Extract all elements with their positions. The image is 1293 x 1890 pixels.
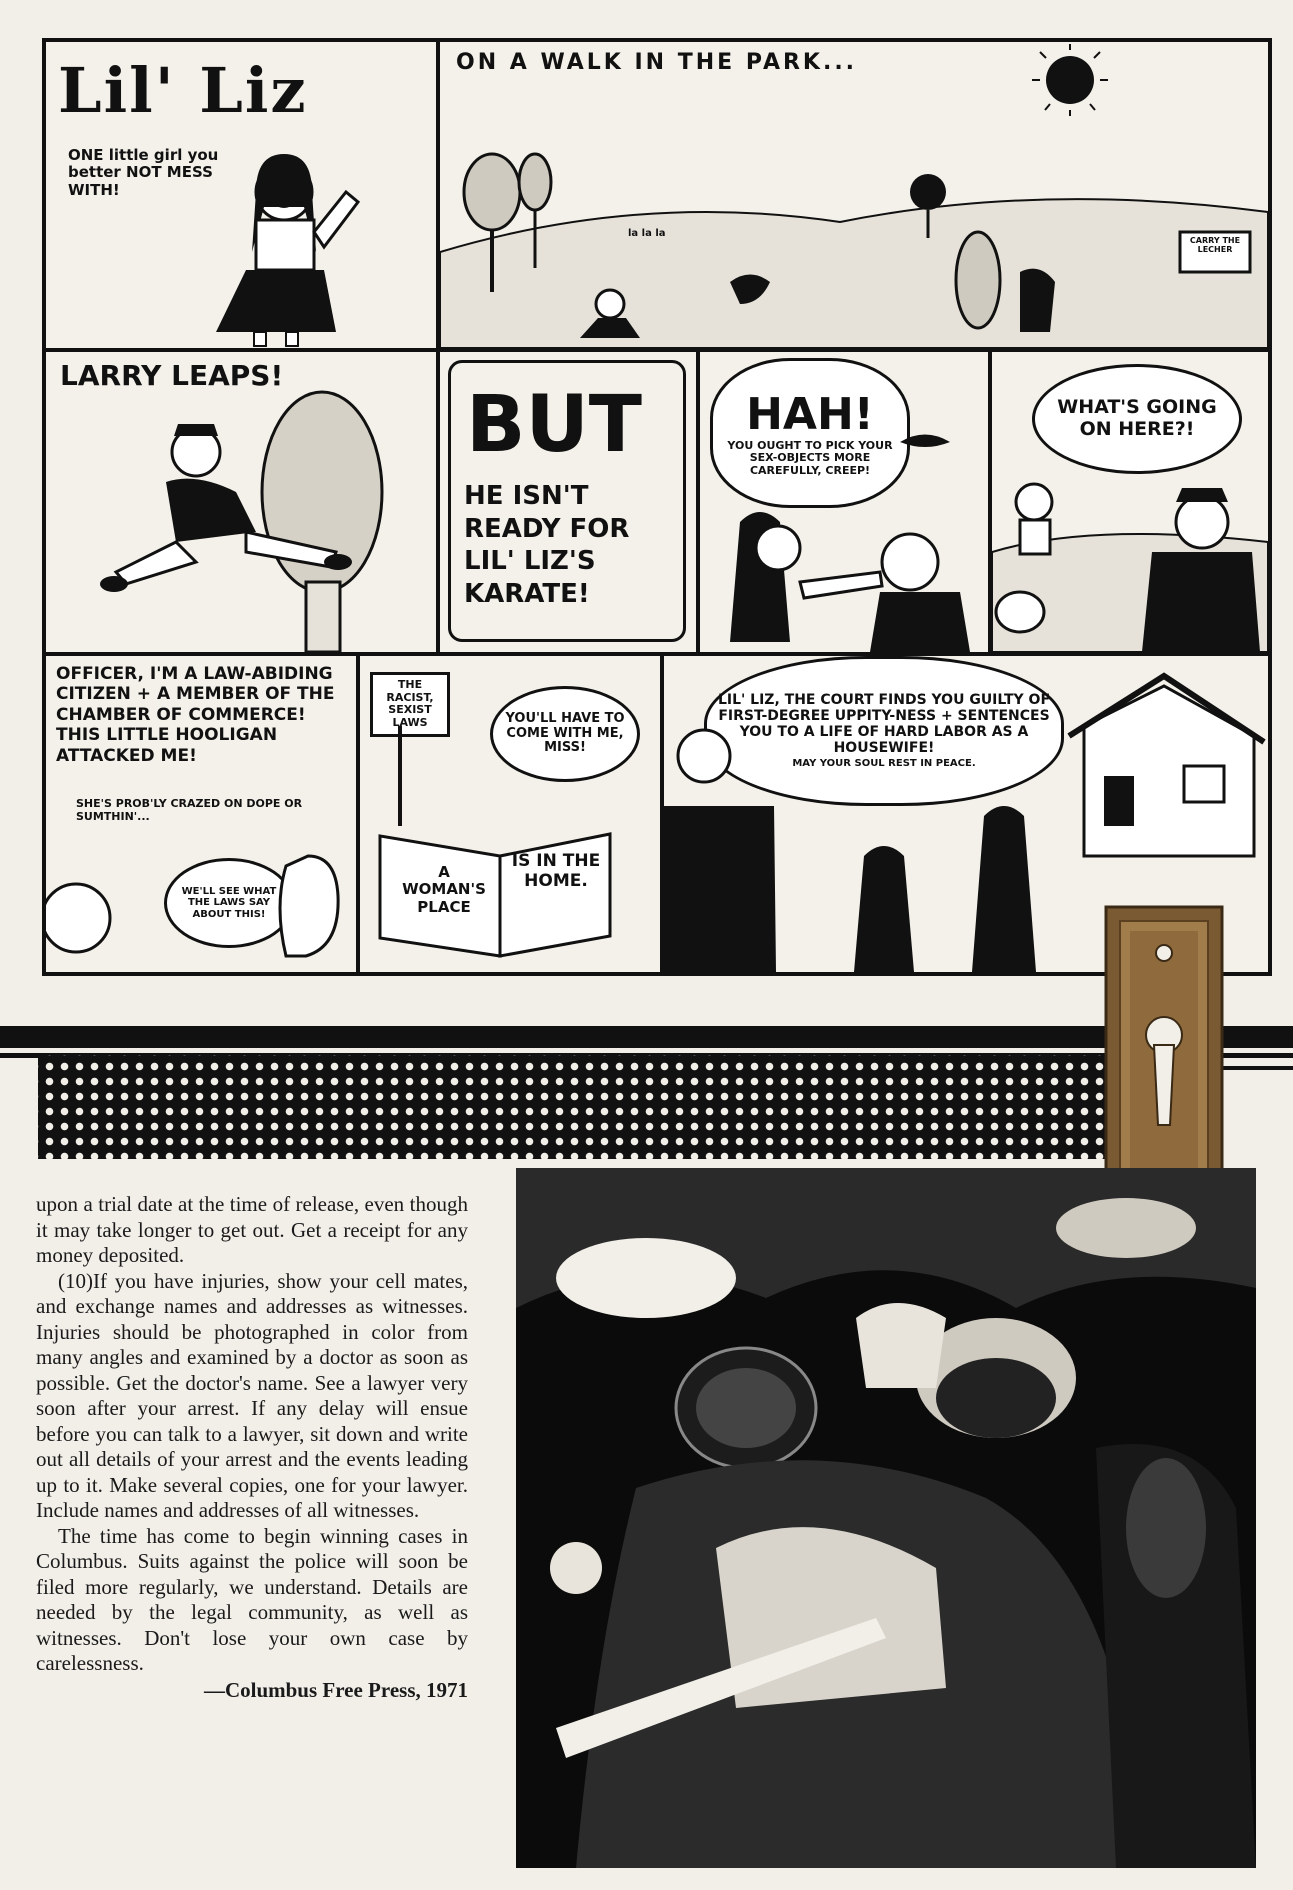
panel1-text: ONE little girl you better NOT MESS WITH! xyxy=(68,146,219,199)
panel3-caption: LARRY LEAPS! xyxy=(60,359,284,392)
officer-illustration xyxy=(46,656,356,972)
panel4-big: BUT xyxy=(466,380,642,470)
hah-subtext: YOU OUGHT TO PICK YOUR SEX-OBJECTS MORE CAREFULLY, CREEP! xyxy=(727,438,893,477)
panel2-sign: CARRY THE LECHER xyxy=(1189,236,1241,255)
comic-panel-officer xyxy=(46,656,356,972)
karate-illustration xyxy=(700,352,988,652)
comic-panel-but xyxy=(440,352,696,652)
article-paragraph-1: upon a trial date at the time of release, even though it may take longer to get out. Get a receipt for any money deposited. xyxy=(36,1192,468,1267)
comic-panel-larry-leaps xyxy=(46,352,436,652)
photo-illustration xyxy=(516,1168,1256,1868)
panel2-lalala: la la la xyxy=(628,228,666,239)
court-small: MAY YOUR SOUL REST IN PEACE. xyxy=(792,758,976,770)
police-bubble: WHAT'S GOING ON HERE?! xyxy=(1032,364,1242,474)
top-thick-bar xyxy=(0,1026,1293,1048)
comic-panel-park xyxy=(440,42,1268,348)
comic-title: Lil' Liz xyxy=(58,54,308,127)
park-illustration xyxy=(440,42,1268,348)
comic-panel-laws xyxy=(360,656,660,972)
laws-sign: THE RACIST, SEXIST LAWS xyxy=(370,672,450,737)
halftone-dot-band xyxy=(38,1055,1110,1159)
book-left: A WOMAN'S PLACE xyxy=(402,863,486,916)
police-photo xyxy=(516,1168,1256,1868)
article-paragraph-3: The time has come to begin winning cases in Columbus. Suits against the police will soon be filed more regularly, we understand. Details are needed by the legal community, as well as witnesses. Don't lose your own case by carelessness. xyxy=(36,1523,468,1675)
panel7-text: OFFICER, I'M A LAW-ABIDING CITIZEN + A MEMBER OF THE CHAMBER OF COMMERCE! THIS LITTLE HOOLIGAN ATTACKED ME! xyxy=(56,664,335,766)
book-illustration xyxy=(360,656,660,972)
article-column xyxy=(36,1192,468,1703)
comic-panel-title xyxy=(46,42,436,348)
article-paragraph-2: (10)If you have injuries, show your cell mates, and exchange names and addresses as witnesses. Injuries should be photographed in color from many angles and examined by a doctor as soon as possible. Get the doctor's name. See a lawyer very soon after your arrest. If any delay will ensue before you can talk to a lawyer, sit down and write out all details of your arrest and the events leading up to it. Make several copies, one for your lawyer. Include names and addresses of all witnesses. xyxy=(36,1268,468,1522)
comic-strip xyxy=(42,38,1272,976)
comic-panel-police xyxy=(992,352,1268,652)
court-text: LIL' LIZ, THE COURT FINDS YOU GUILTY OF FIRST-DEGREE UPPITY-NESS + SENTENCES YOU TO A LIFE OF HARD LABOR AS A HOUSEWIFE! xyxy=(717,692,1051,757)
panel7-small: SHE'S PROB'LY CRAZED ON DOPE OR SUMTHIN'... xyxy=(76,797,303,823)
larry-illustration xyxy=(46,352,436,652)
hah-text: HAH! xyxy=(746,388,874,440)
comic-panel-hah xyxy=(700,352,988,652)
girl-illustration xyxy=(46,42,436,348)
arrest-bubble: YOU'LL HAVE TO COME WITH ME, MISS! xyxy=(490,686,640,782)
article-credit: —Columbus Free Press, 1971 xyxy=(203,1677,468,1702)
police-illustration xyxy=(992,352,1268,652)
right-thin-bar xyxy=(1220,1066,1293,1070)
panel4-rest: HE ISN'T READY FOR LIL' LIZ'S KARATE! xyxy=(464,481,630,609)
panel2-caption: ON A WALK IN THE PARK... xyxy=(456,50,858,75)
book-right: IS IN THE HOME. xyxy=(511,851,601,891)
liz-bubble: WE'LL SEE WHAT THE LAWS SAY ABOUT THIS! xyxy=(164,858,294,948)
